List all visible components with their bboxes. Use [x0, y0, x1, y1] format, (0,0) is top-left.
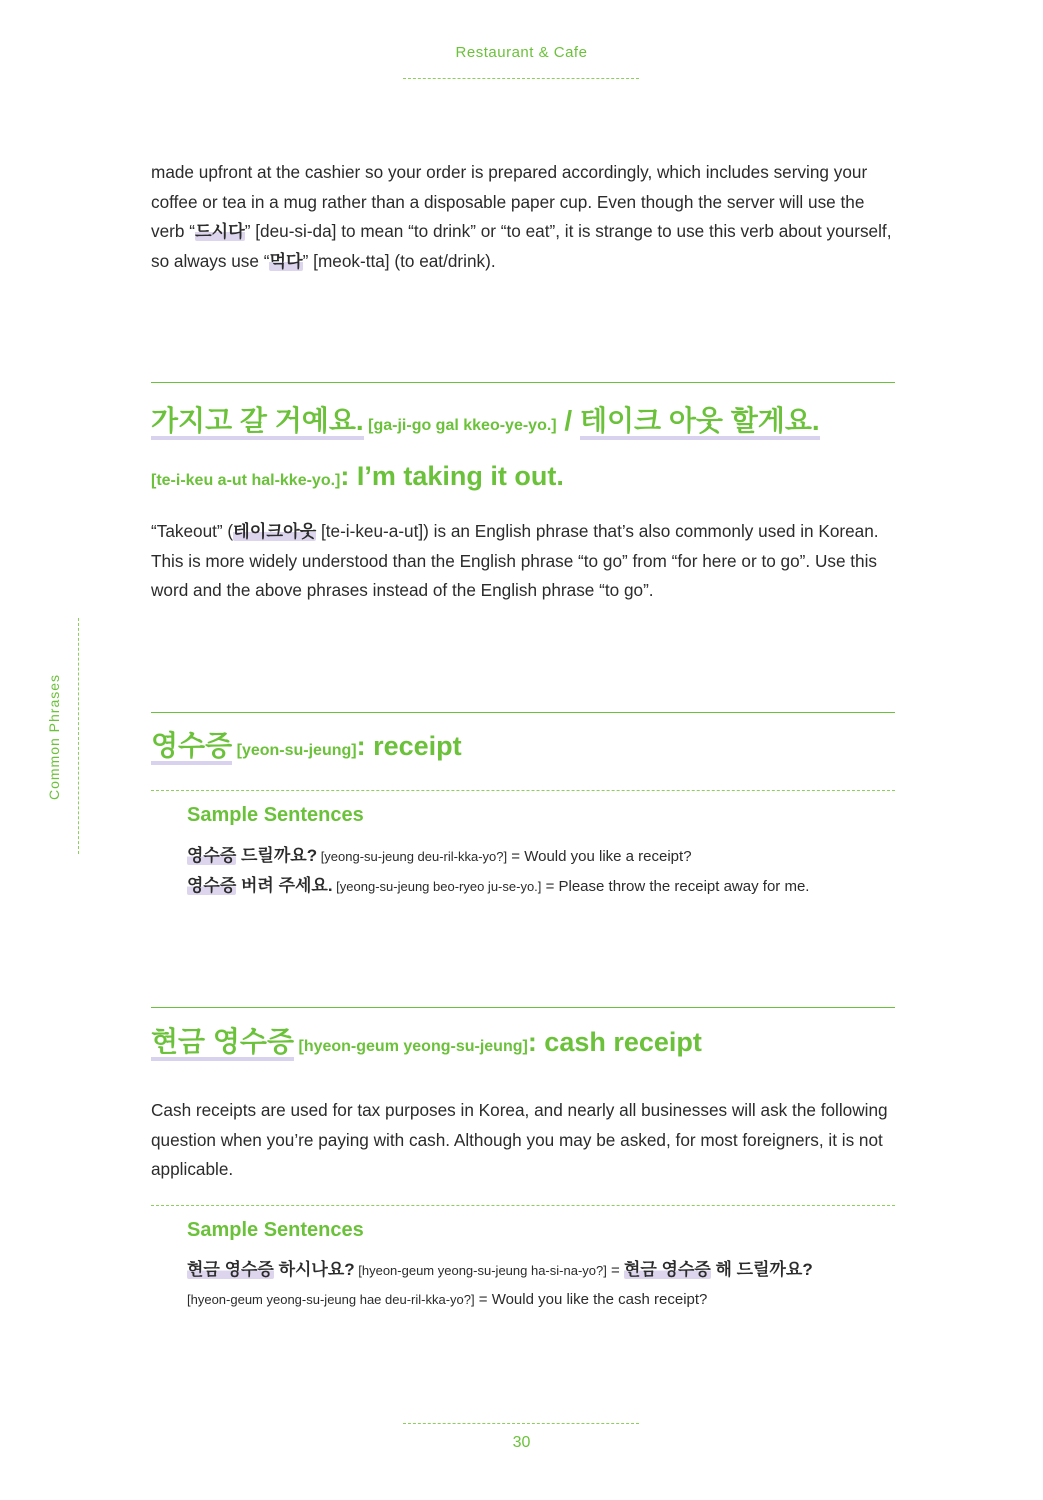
header-divider [403, 78, 639, 79]
page-number: 30 [512, 1434, 531, 1451]
phrase-heading: 현금 영수증 [hyeon-geum yeong-su-jeung]: cash receipt [151, 1022, 895, 1067]
korean-term: 테이크아웃 [233, 521, 317, 541]
phrase-heading: 영수증 [yeon-su-jeung]: receipt [151, 726, 895, 771]
korean-term: 드시다 [194, 221, 245, 241]
sample-sentences [187, 841, 897, 901]
sample-sentence-cont: [hyeon-geum yeong-su-jeung hae deu-ril-kka-yo?] = Would you like the cash receipt? [187, 1291, 708, 1308]
side-label: Common Phrases [46, 673, 62, 800]
sample-divider [151, 790, 895, 791]
section-rule [151, 382, 895, 383]
korean-term: 먹다 [269, 250, 303, 271]
intro-paragraph: made upfront at the cashier so your order is prepared accordingly, which includes serving your coffee or tea in a mug rather than a disposable paper cup. Even though the server will use the verb “드시다” [deu-si-da] to mean “to drink” or “to eat”, it is strange to use this verb about yourself, so always use “먹다” [meok-tta] (to eat/drink). [151, 162, 892, 271]
sample-sentences-title: Sample Sentences [187, 804, 364, 826]
footer-divider [403, 1423, 639, 1424]
sample-sentence: 영수증 드릴까요? [yeong-su-jeung deu-ril-kka-yo?] = Would you like a receipt? [187, 846, 692, 865]
takeout-paragraph: “Takeout” (테이크아웃 [te-i-keu-a-ut]) is an English phrase that’s also commonly used in Korean. This is more widely understood than the English phrase “to go” from “for here or to go”. Use this word and the above phrases instead of the English phrase “to go”. [151, 521, 879, 600]
sample-divider [151, 1205, 895, 1206]
sample-sentences-title: Sample Sentences [187, 1219, 364, 1241]
sample-sentences [187, 1255, 897, 1314]
running-header: Restaurant & Cafe [455, 44, 588, 61]
side-divider [78, 618, 79, 854]
phrase-heading: 가지고 갈 거예요. [ga-ji-go gal kkeo-ye-yo.] / 테이크 아웃 할게요. [te-i-keu a-ut hal-kke-yo.]: I’m taking it out. [151, 405, 820, 491]
sample-sentence: 현금 영수증 하시나요? [hyeon-geum yeong-su-jeung ha-si-na-yo?] = 현금 영수증 해 드릴까요? [187, 1260, 813, 1279]
section-rule [151, 712, 895, 713]
sample-sentence: 영수증 버려 주세요. [yeong-su-jeung beo-ryeo ju-se-yo.] = Please throw the receipt away for me. [187, 876, 810, 895]
section-rule [151, 1007, 895, 1008]
cash-receipt-paragraph: Cash receipts are used for tax purposes in Korea, and nearly all businesses will ask the following question when you’re paying with cash. Although you may be asked, for most foreigners, it is not applicable. [151, 1100, 888, 1179]
